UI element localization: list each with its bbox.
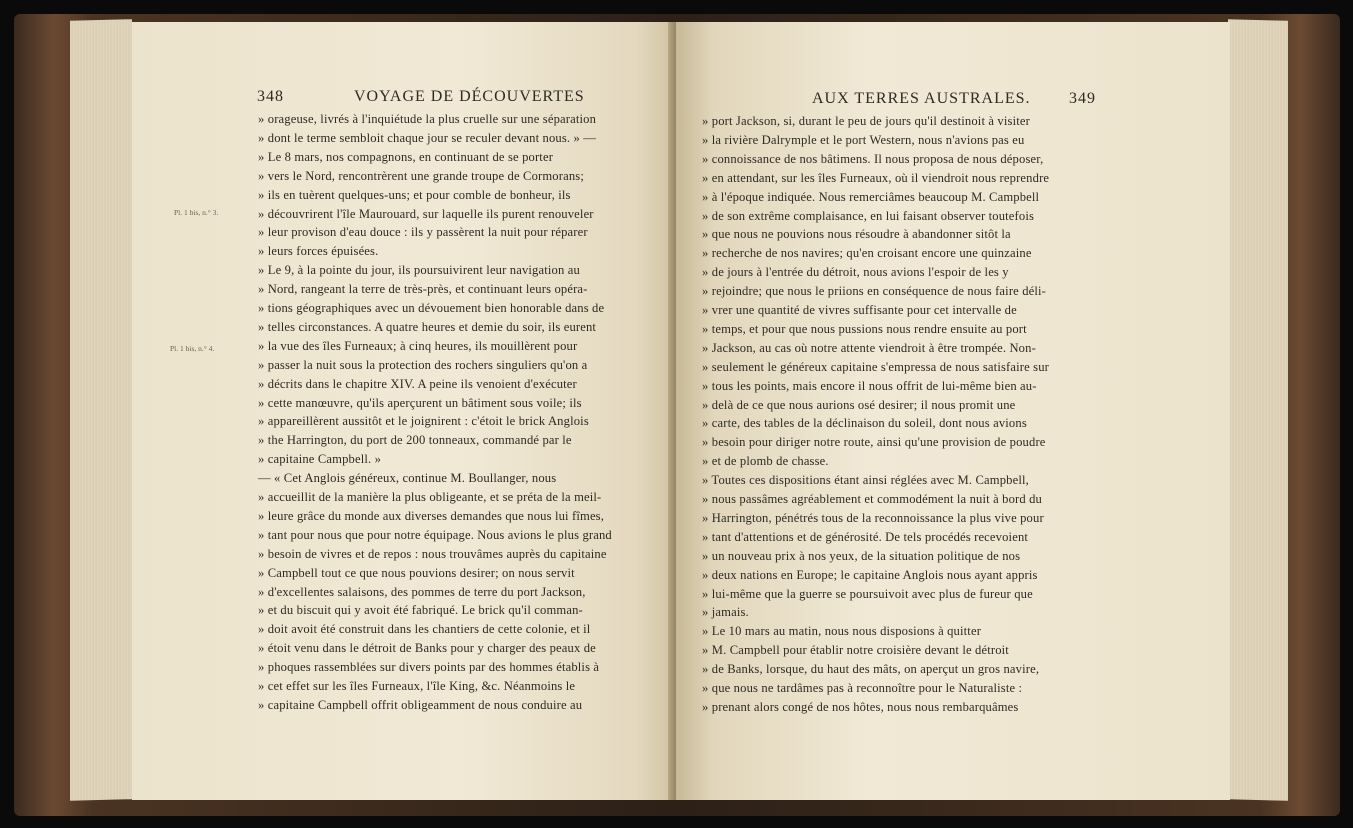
text-line: » M. Campbell pour établir notre croisière devant le détroit: [702, 643, 1009, 658]
text-line: » carte, des tables de la déclinaison du soleil, dont nous avions: [702, 416, 1027, 431]
text-line: » temps, et pour que nous pussions nous rendre ensuite au port: [702, 321, 1027, 336]
text-line: » tant d'attentions et de générosité. De tels procédés recevoient: [702, 529, 1029, 544]
text-line: » décrits dans le chapitre XIV. A peine ils venoient d'exécuter: [258, 376, 577, 391]
plate-reference-2: Pl. 1 bis, n.° 4.: [170, 344, 215, 353]
text-line: — « Cet Anglois généreux, continue M. Boullanger, nous: [258, 471, 557, 486]
text-line: » la vue des îles Furneaux; à cinq heures, ils mouillèrent pour: [258, 338, 578, 353]
text-line: » vers le Nord, rencontrèrent une grande troupe de Cormorans;: [258, 168, 584, 183]
text-line: » seulement le généreux capitaine s'empressa de nous satisfaire sur: [702, 359, 1049, 374]
text-line: » dont le terme sembloit chaque jour se reculer devant nous. » —: [258, 130, 596, 145]
text-line: » de Banks, lorsque, du haut des mâts, on aperçut un gros navire,: [702, 662, 1040, 677]
text-line: » Toutes ces dispositions étant ainsi réglées avec M. Campbell,: [702, 473, 1029, 488]
text-line: » que nous ne pouvions nous résoudre à abandonner sitôt la: [702, 227, 1011, 242]
text-line: » Harrington, pénétrés tous de la reconnoissance la plus vive pour: [702, 510, 1044, 525]
page-edges-right: [1228, 19, 1288, 801]
text-line: » un nouveau prix à nos yeux, de la situation politique de nos: [702, 548, 1021, 563]
left-page: [132, 22, 680, 800]
text-line: » telles circonstances. A quatre heures et demie du soir, ils eurent: [258, 319, 597, 334]
right-page: [676, 22, 1230, 800]
text-line: » que nous ne tardâmes pas à reconnoître pour le Naturaliste :: [702, 681, 1023, 695]
text-line: » accueillit de la manière la plus obligeante, et se préta de la meil-: [258, 490, 602, 504]
text-line: » Nord, rangeant la terre de très-près, et continuant leurs opéra-: [258, 282, 588, 297]
text-line: » ils en tuèrent quelques-uns; et pour comble de bonheur, ils: [258, 187, 571, 202]
text-line: » en attendant, sur les îles Furneaux, où il viendroit nous reprendre: [702, 170, 1050, 185]
text-line: » Jackson, au cas où notre attente viendroit à être trompée. Non-: [702, 340, 1036, 355]
text-line: » the Harrington, du port de 200 tonneaux, commandé par le: [258, 433, 572, 448]
text-line: » besoin pour diriger notre route, ainsi qu'une provision de poudre: [702, 435, 1046, 450]
text-line: » cette manœuvre, qu'ils aperçurent un bâtiment sous voile; ils: [258, 395, 582, 410]
text-line: » d'excellentes salaisons, des pommes de terre du port Jackson,: [258, 584, 586, 599]
text-line: » leur provison d'eau douce : ils y passèrent la nuit pour réparer: [258, 225, 588, 240]
text-line: » à l'époque indiquée. Nous remerciâmes beaucoup M. Campbell: [702, 189, 1040, 204]
text-line: » lui-même que la guerre se poursuivoit avec plus de fureur que: [702, 586, 1033, 601]
text-line: » Le 10 mars au matin, nous nous disposions à quitter: [702, 624, 982, 639]
text-line: » doit avoit été construit dans les chantiers de cette colonie, et il: [258, 622, 591, 637]
text-line: » besoin de vivres et de repos : nous trouvâmes auprès du capitaine: [258, 546, 607, 561]
page-number-left: 348: [257, 88, 284, 105]
text-line: » rejoindre; que nous le priions en conséquence de nous faire déli-: [702, 284, 1047, 299]
text-line: » connoissance de nos bâtimens. Il nous proposa de nous déposer,: [702, 151, 1044, 166]
running-head-left: VOYAGE DE DÉCOUVERTES: [354, 88, 585, 105]
text-line: » tous les points, mais encore il nous offrit de lui-même bien au-: [702, 378, 1037, 393]
text-line: » capitaine Campbell. »: [258, 452, 382, 467]
text-line: » étoit venu dans le détroit de Banks pour y charger des peaux de: [258, 641, 596, 656]
text-line: » cet effet sur les îles Furneaux, l'île King, &c. Néanmoins le: [258, 679, 576, 693]
text-line: » tions géographiques avec un dévouement bien honorable dans de: [258, 301, 605, 315]
page-edges-left: [70, 19, 132, 801]
text-line: » Campbell tout ce que nous pouvions desirer; on nous servit: [258, 565, 575, 580]
text-line: » prenant alors congé de nos hôtes, nous nous rembarquâmes: [702, 699, 1019, 714]
text-line: » Le 9, à la pointe du jour, ils poursuivirent leur navigation au: [258, 263, 580, 278]
text-line: » Le 8 mars, nos compagnons, en continuant de se porter: [258, 149, 554, 164]
page-number-right: 349: [1069, 90, 1096, 107]
text-line: » nous passâmes agréablement et commodément la nuit à bord du: [702, 492, 1042, 506]
text-line: » de jours à l'entrée du détroit, nous avions l'espoir de les y: [702, 265, 1009, 280]
text-line: » deux nations en Europe; le capitaine Anglois nous ayant appris: [702, 567, 1038, 582]
text-line: » port Jackson, si, durant le peu de jours qu'il destinoit à visiter: [702, 114, 1030, 128]
text-line: » leurs forces épuisées.: [258, 244, 379, 259]
text-line: » capitaine Campbell offrit obligeamment de nous conduire au: [258, 697, 583, 712]
text-line: » la rivière Dalrymple et le port Western, nous n'avions pas eu: [702, 132, 1025, 147]
text-line: » de son extrême complaisance, en lui faisant observer toutefois: [702, 208, 1035, 223]
plate-reference-1: Pl. 1 bis, n.° 3.: [174, 208, 219, 217]
text-line: » delà de ce que nous aurions osé desirer; il nous promit une: [702, 397, 1016, 412]
text-line: » recherche de nos navires; qu'en croisant encore une quinzaine: [702, 246, 1032, 261]
text-line: » et du biscuit qui y avoit été fabriqué. Le brick qu'il comman-: [258, 603, 583, 618]
text-line: » passer la nuit sous la protection des rochers singuliers qu'on a: [258, 357, 588, 372]
text-line: » découvrirent l'île Maurouard, sur laquelle ils purent renouveler: [258, 206, 594, 221]
text-line: » et de plomb de chasse.: [702, 454, 829, 469]
text-line: » tant pour nous que pour notre équipage. Nous avions le plus grand: [258, 527, 612, 542]
text-line: » phoques rassemblées sur divers points par des hommes établis à: [258, 660, 600, 675]
text-line: » jamais.: [702, 605, 749, 620]
running-head-right: AUX TERRES AUSTRALES.: [812, 90, 1031, 107]
text-line: » vrer une quantité de vivres suffisante pour cet intervalle de: [702, 303, 1017, 317]
text-line: » appareillèrent aussitôt et le joignirent : c'étoit le brick Anglois: [258, 414, 589, 429]
text-line: » orageuse, livrés à l'inquiétude la plus cruelle sur une séparation: [258, 112, 597, 126]
text-line: » leure grâce du monde aux diverses demandes que nous lui fîmes,: [258, 508, 605, 523]
